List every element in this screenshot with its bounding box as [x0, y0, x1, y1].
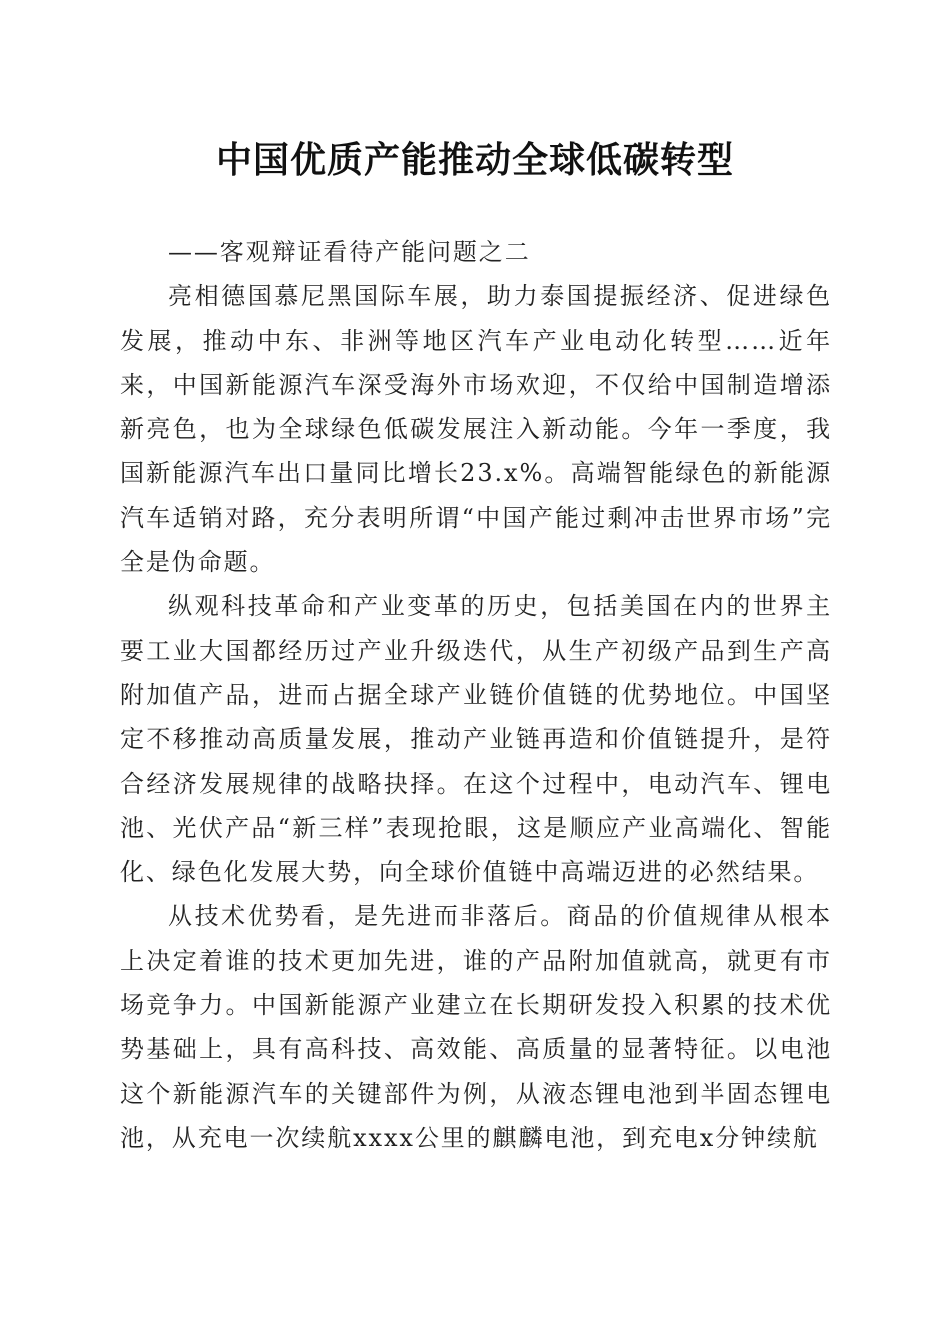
paragraph: 纵观科技革命和产业变革的历史，包括美国在内的世界主要工业大国都经历过产业升级迭代，从生产初级产品到生产高附加值产品，进而占据全球产业链价值链的优势地位。中国坚定不移推动高质量发展，推动产业链再造和价值链提升，是符合经济发展规律的战略抉择。在这个过程中，电动汽车、锂电池、光伏产品“新三样”表现抢眼，这是顺应产业高端化、智能化、绿色化发展大势，向全球价值链中高端迈进的必然结果。 [120, 592, 832, 887]
paragraph: 从技术优势看，是先进而非落后。商品的价值规律从根本上决定着谁的技术更加先进，谁的产品附加值就高，就更有市场竞争力。中国新能源产业建立在长期研发投入积累的技术优势基础上，具有高科技、高效能、高质量的显著特征。以电池这个新能源汽车的关键部件为例，从液态锂电池到半固态锂电池，从充电一次续航xxxx公里的麒麟电池，到充电x分钟续航 [120, 902, 832, 1152]
document-subtitle: ——客观辩证看待产能问题之二 [168, 238, 531, 266]
paragraph: 亮相德国慕尼黑国际车展，助力泰国提振经济、促进绿色发展，推动中东、非洲等地区汽车产业电动化转型……近年来，中国新能源汽车深受海外市场欢迎，不仅给中国制造增添新亮色，也为全球绿色低碳发展注入新动能。今年一季度，我国新能源汽车出口量同比增长23.x%。高端智能绿色的新能源汽车适销对路，充分表明所谓“中国产能过剩冲击世界市场”完全是伪命题。 [120, 282, 832, 577]
document-body [120, 230, 832, 1160]
document-title: 中国优质产能推动全球低碳转型 [215, 139, 734, 181]
